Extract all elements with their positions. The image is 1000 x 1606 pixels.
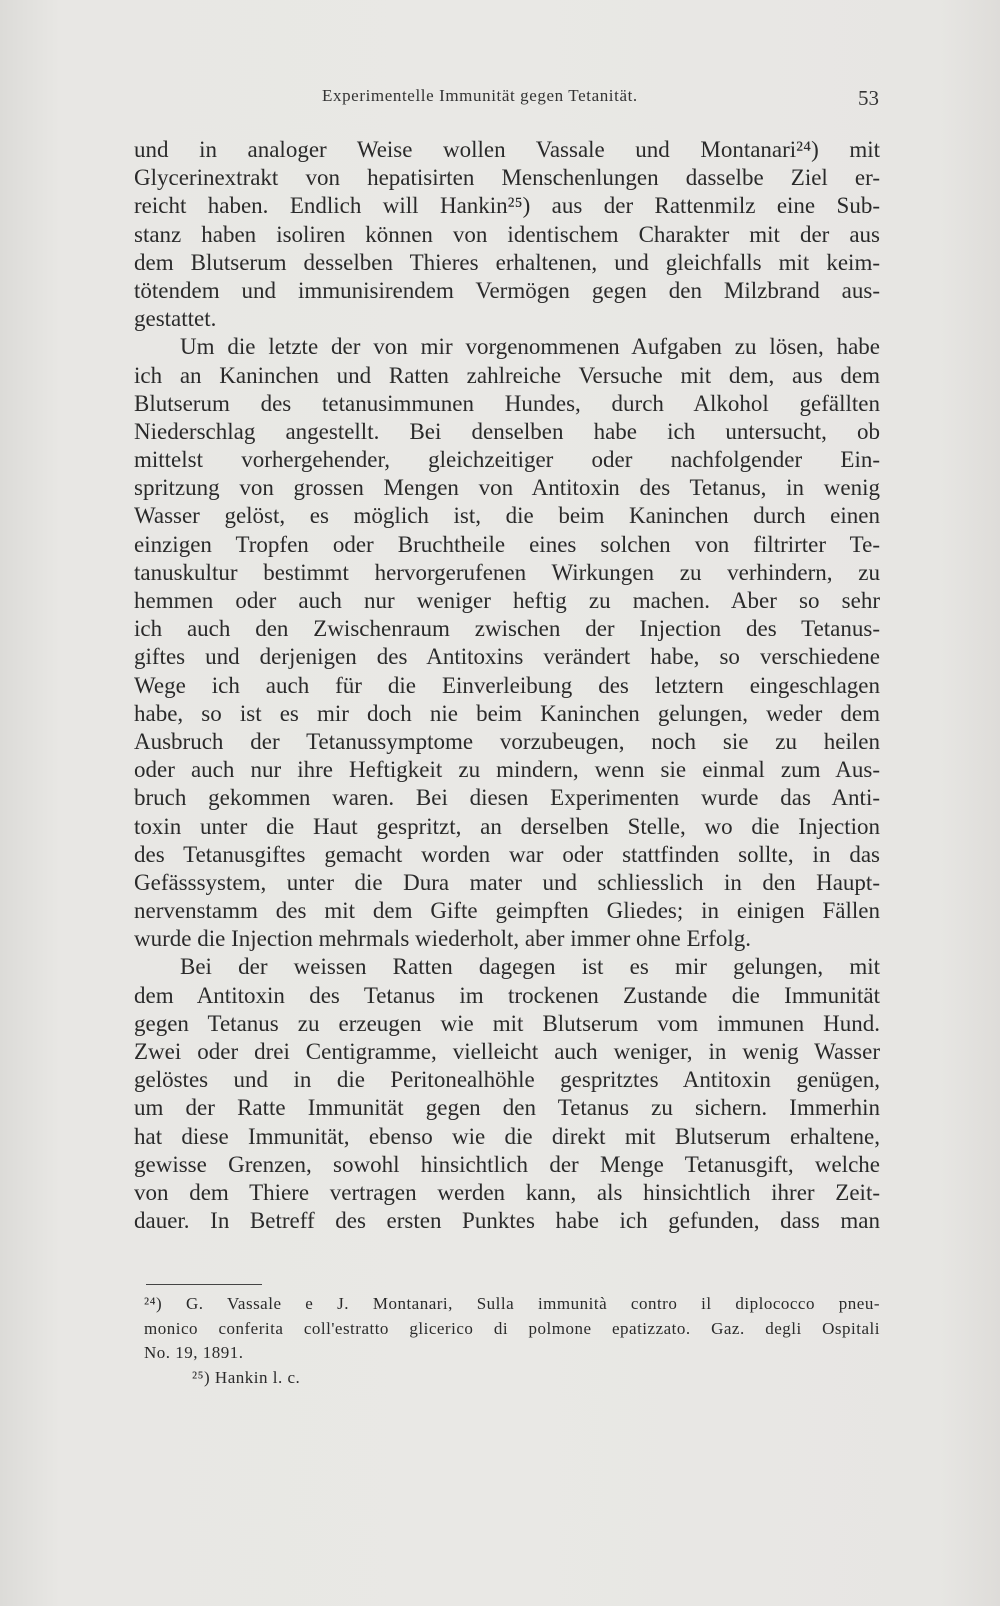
footnote-line: No. 19, 1891. xyxy=(144,1343,244,1362)
footnote-line: monico conferita coll'estratto glicerico di polmone epatizzato. Gaz. degli Ospitali xyxy=(144,1318,880,1338)
footnote-line: ²⁵) Hankin l. c. xyxy=(192,1367,301,1387)
text-line: gestattet. xyxy=(134,306,217,332)
text-line: tanuskultur bestimmt hervorgerufenen Wirkungen zu verhindern, zu xyxy=(134,559,880,585)
text-line: von dem Thiere vertragen werden kann, als hinsichtlich ihrer Zeit- xyxy=(134,1179,880,1205)
text-line: einzigen Tropfen oder Bruchtheile eines solchen von filtrirter Te- xyxy=(134,531,880,557)
text-line: Gefässsystem, unter die Dura mater und schliesslich in den Haupt- xyxy=(134,869,880,895)
text-line: um der Ratte Immunität gegen den Tetanus zu sichern. Immerhin xyxy=(134,1095,880,1121)
text-line: dem Antitoxin des Tetanus im trockenen Zustande die Immunität xyxy=(134,982,880,1008)
text-line: Um die letzte der von mir vorgenommenen Aufgaben zu lösen, habe xyxy=(180,334,880,360)
text-line: oder auch nur ihre Heftigkeit zu mindern, wenn sie einmal zum Aus- xyxy=(134,757,880,783)
text-line: Bei der weissen Ratten dagegen ist es mir gelungen, mit xyxy=(180,954,880,980)
text-line: ich an Kaninchen und Ratten zahlreiche Versuche mit dem, aus dem xyxy=(134,362,880,388)
text-line: reicht haben. Endlich will Hankin²⁵) aus der Rattenmilz eine Sub- xyxy=(134,193,880,219)
text-line: gegen Tetanus zu erzeugen wie mit Blutserum vom immunen Hund. xyxy=(134,1010,880,1036)
text-line: dauer. In Betreff des ersten Punktes habe ich gefunden, dass man xyxy=(134,1208,880,1234)
text-line: gelöstes und in die Peritonealhöhle gespritztes Antitoxin genügen, xyxy=(134,1067,880,1093)
text-line: dem Blutserum desselben Thieres erhaltenen, und gleichfalls mit keim- xyxy=(134,249,880,275)
text-line: gewisse Grenzen, sowohl hinsichtlich der Menge Tetanusgift, welche xyxy=(134,1151,880,1177)
text-line: hemmen oder auch nur weniger heftig zu machen. Aber so sehr xyxy=(134,588,880,613)
text-line: hat diese Immunität, ebenso wie die direkt mit Blutserum erhaltene, xyxy=(134,1123,880,1149)
footnote-separator xyxy=(146,1284,262,1285)
text-line: Wasser gelöst, es möglich ist, die beim Kaninchen durch einen xyxy=(134,503,880,529)
text-line: Zwei oder drei Centigramme, vielleicht auch weniger, in wenig Wasser xyxy=(134,1039,880,1064)
text-line: wurde die Injection mehrmals wiederholt, aber immer ohne Erfolg. xyxy=(134,926,751,952)
text-line: ich auch den Zwischenraum zwischen der Injection des Tetanus- xyxy=(134,616,880,642)
text-line: tötendem und immunisirendem Vermögen gegen den Milzbrand aus- xyxy=(134,277,880,303)
text-line: des Tetanusgiftes gemacht worden war oder stattfinden sollte, in das xyxy=(134,841,880,867)
text-line: toxin unter die Haut gespritzt, an derselben Stelle, wo die Injection xyxy=(134,813,880,839)
text-line: bruch gekommen waren. Bei diesen Experimenten wurde das Anti- xyxy=(134,785,880,811)
footnotes xyxy=(144,1292,880,1390)
text-line: habe, so ist es mir doch nie beim Kaninchen gelungen, weder dem xyxy=(134,700,880,726)
text-line: Ausbruch der Tetanussymptome vorzubeugen, noch sie zu heilen xyxy=(134,728,880,754)
text-line: nervenstamm des mit dem Gifte geimpften Gliedes; in einigen Fällen xyxy=(134,898,880,924)
text-line: stanz haben isoliren können von identischem Charakter mit der aus xyxy=(134,221,880,247)
text-line: Blutserum des tetanusimmunen Hundes, durch Alkohol gefällten xyxy=(134,390,880,416)
running-title: Experimentelle Immunität gegen Tetanität. xyxy=(322,86,638,105)
body-text xyxy=(134,136,880,1235)
text-line: Glycerinextrakt von hepatisirten Menschenlungen dasselbe Ziel er- xyxy=(134,165,880,191)
text-line: Wege ich auch für die Einverleibung des letztern eingeschlagen xyxy=(134,672,880,698)
text-line: Niederschlag angestellt. Bei denselben habe ich untersucht, ob xyxy=(134,418,880,444)
text-line: giftes und derjenigen des Antitoxins verändert habe, so verschiedene xyxy=(134,644,880,670)
text-line: mittelst vorhergehender, gleichzeitiger oder nachfolgender Ein- xyxy=(134,447,880,473)
text-line: und in analoger Weise wollen Vassale und Montanari²⁴) mit xyxy=(134,137,880,162)
footnote-line: ²⁴) G. Vassale e J. Montanari, Sulla immunità contro il diplococco pneu- xyxy=(144,1294,880,1313)
page-number: 53 xyxy=(858,86,879,110)
text-line: spritzung von grossen Mengen von Antitoxin des Tetanus, in wenig xyxy=(134,475,880,501)
